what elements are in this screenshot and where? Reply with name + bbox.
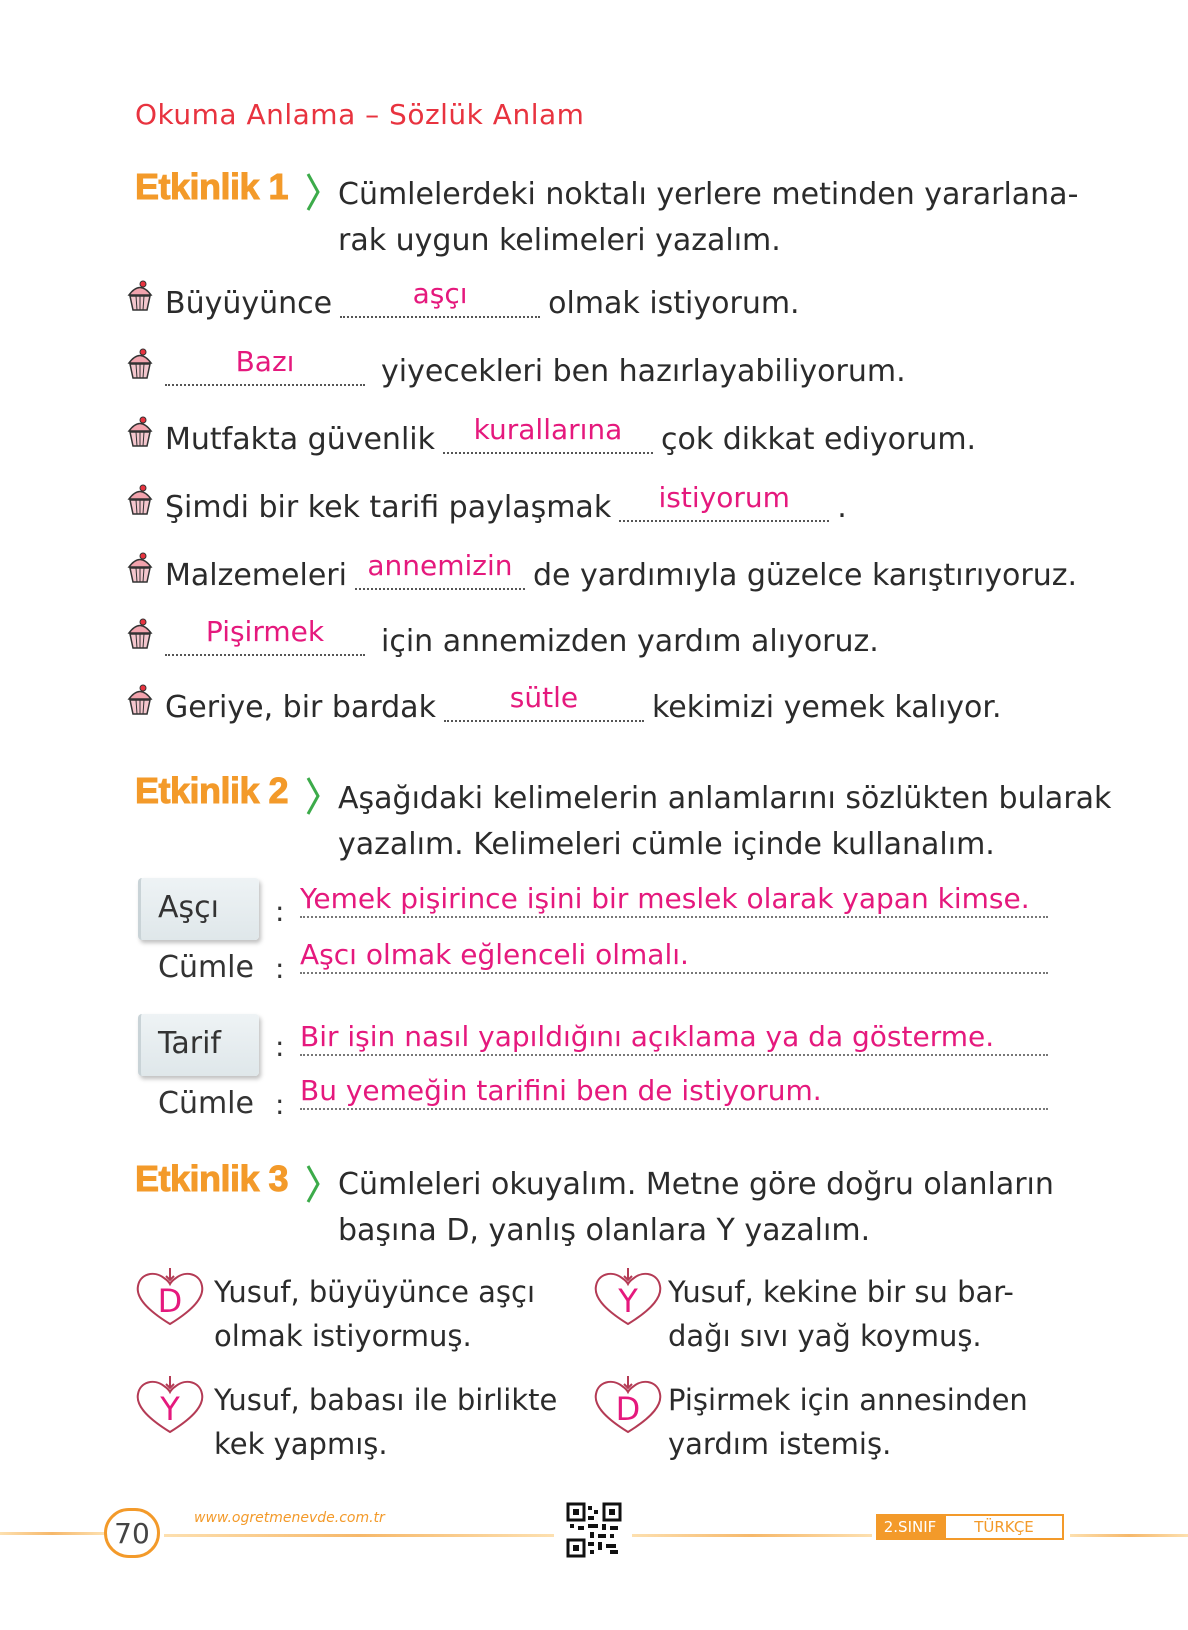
answer-blank[interactable]: kurallarına: [443, 426, 653, 454]
cupcake-icon: [125, 550, 155, 584]
cupcake-icon: [125, 682, 155, 716]
footer-divider: [1070, 1534, 1188, 1537]
tf-statement: Yusuf, babası ile birlikte kek yapmış.: [214, 1383, 558, 1461]
definition-line[interactable]: Bir işin nasıl yapıldığını açıklama ya da gösterme.: [300, 1020, 1048, 1056]
section-title: Okuma Anlama – Sözlük Anlam: [135, 98, 585, 131]
chevron-right-icon: [306, 172, 320, 212]
answer-mark: Y: [618, 1282, 638, 1320]
sentence-4: Şimdi bir kek tarifi paylaşmak istiyorum .: [165, 481, 847, 525]
cupcake-icon: [125, 414, 155, 448]
definition-line[interactable]: Yemek pişirince işini bir meslek olarak yapan kimse.: [300, 882, 1048, 918]
answer-blank[interactable]: sütle: [444, 694, 644, 722]
sentence-line[interactable]: Bu yemeğin tarifini ben de istiyorum.: [300, 1074, 1048, 1110]
answer-blank[interactable]: annemizin: [355, 562, 525, 590]
website-link[interactable]: www.ogretmenevde.com.tr: [194, 1510, 385, 1526]
chevron-right-icon: [306, 776, 320, 816]
answer-blank[interactable]: Pişirmek: [165, 628, 365, 656]
footer-divider: [164, 1534, 554, 1537]
answer-mark: D: [157, 1282, 183, 1320]
colon: :: [275, 952, 285, 985]
etkinlik-2-label: Etkinlik 2: [135, 770, 289, 811]
sentence-7: Geriye, bir bardak sütle kekimizi yemek kalıyor.: [165, 681, 1002, 725]
word-tarif: Tarif: [158, 1026, 221, 1061]
sentence-line[interactable]: Aşcı olmak eğlenceli olmalı.: [300, 938, 1048, 974]
etkinlik-2-instruction: Aşağıdaki kelimelerin anlamlarını sözlükten bularak yazalım. Kelimeleri cümle içinde kullanalım.: [338, 781, 1112, 862]
sentence-label: Cümle: [158, 950, 254, 985]
page-number: 70: [114, 1516, 150, 1550]
tf-statement: Pişirmek için annesinden yardım istemiş.: [668, 1383, 1028, 1461]
answer-mark: D: [615, 1390, 641, 1428]
sentence-1: Büyüyünce aşçı olmak istiyorum.: [165, 277, 800, 321]
colon: :: [275, 1030, 285, 1063]
sentence-6: Pişirmek için annemizden yardım alıyoruz.: [165, 618, 879, 666]
colon: :: [275, 895, 285, 928]
footer-divider: [632, 1534, 872, 1537]
etkinlik-1-instruction: Cümlelerdeki noktalı yerlere metinden yararlana- rak uygun kelimeleri yazalım.: [338, 177, 1079, 258]
tf-statement: Yusuf, kekine bir su bar- dağı sıvı yağ koymuş.: [668, 1275, 1014, 1353]
qr-code-icon[interactable]: [566, 1502, 622, 1558]
page-number-badge: [104, 1508, 160, 1558]
answer-mark: Y: [160, 1390, 180, 1428]
cupcake-icon: [125, 346, 155, 380]
sentence-label: Cümle: [158, 1086, 254, 1121]
grade-badge: 2.SINIF: [876, 1514, 944, 1540]
answer-blank[interactable]: Bazı: [165, 358, 365, 386]
word-asci: Aşçı: [158, 890, 219, 925]
etkinlik-1-label: Etkinlik 1: [135, 166, 289, 207]
answer-blank[interactable]: aşçı: [340, 290, 540, 318]
colon: :: [275, 1088, 285, 1121]
sentence-5: Malzemeleri annemizin de yardımıyla güzelce karıştırıyoruz.: [165, 549, 1077, 593]
footer-divider: [0, 1532, 104, 1535]
tf-statement: Yusuf, büyüyünce aşçı olmak istiyormuş.: [214, 1275, 536, 1353]
sentence-2: Bazı yiyecekleri ben hazırlayabiliyorum.: [165, 348, 906, 396]
etkinlik-3-instruction: Cümleleri okuyalım. Metne göre doğru olanların başına D, yanlış olanlara Y yazalım.: [338, 1167, 1054, 1248]
etkinlik-3-label: Etkinlik 3: [135, 1158, 289, 1199]
answer-blank[interactable]: istiyorum: [619, 494, 829, 522]
chevron-right-icon: [306, 1164, 320, 1204]
sentence-3: Mutfakta güvenlik kurallarına çok dikkat ediyorum.: [165, 413, 977, 457]
cupcake-icon: [125, 278, 155, 312]
subject-badge: TÜRKÇE: [944, 1514, 1064, 1540]
cupcake-icon: [125, 616, 155, 650]
cupcake-icon: [125, 482, 155, 516]
